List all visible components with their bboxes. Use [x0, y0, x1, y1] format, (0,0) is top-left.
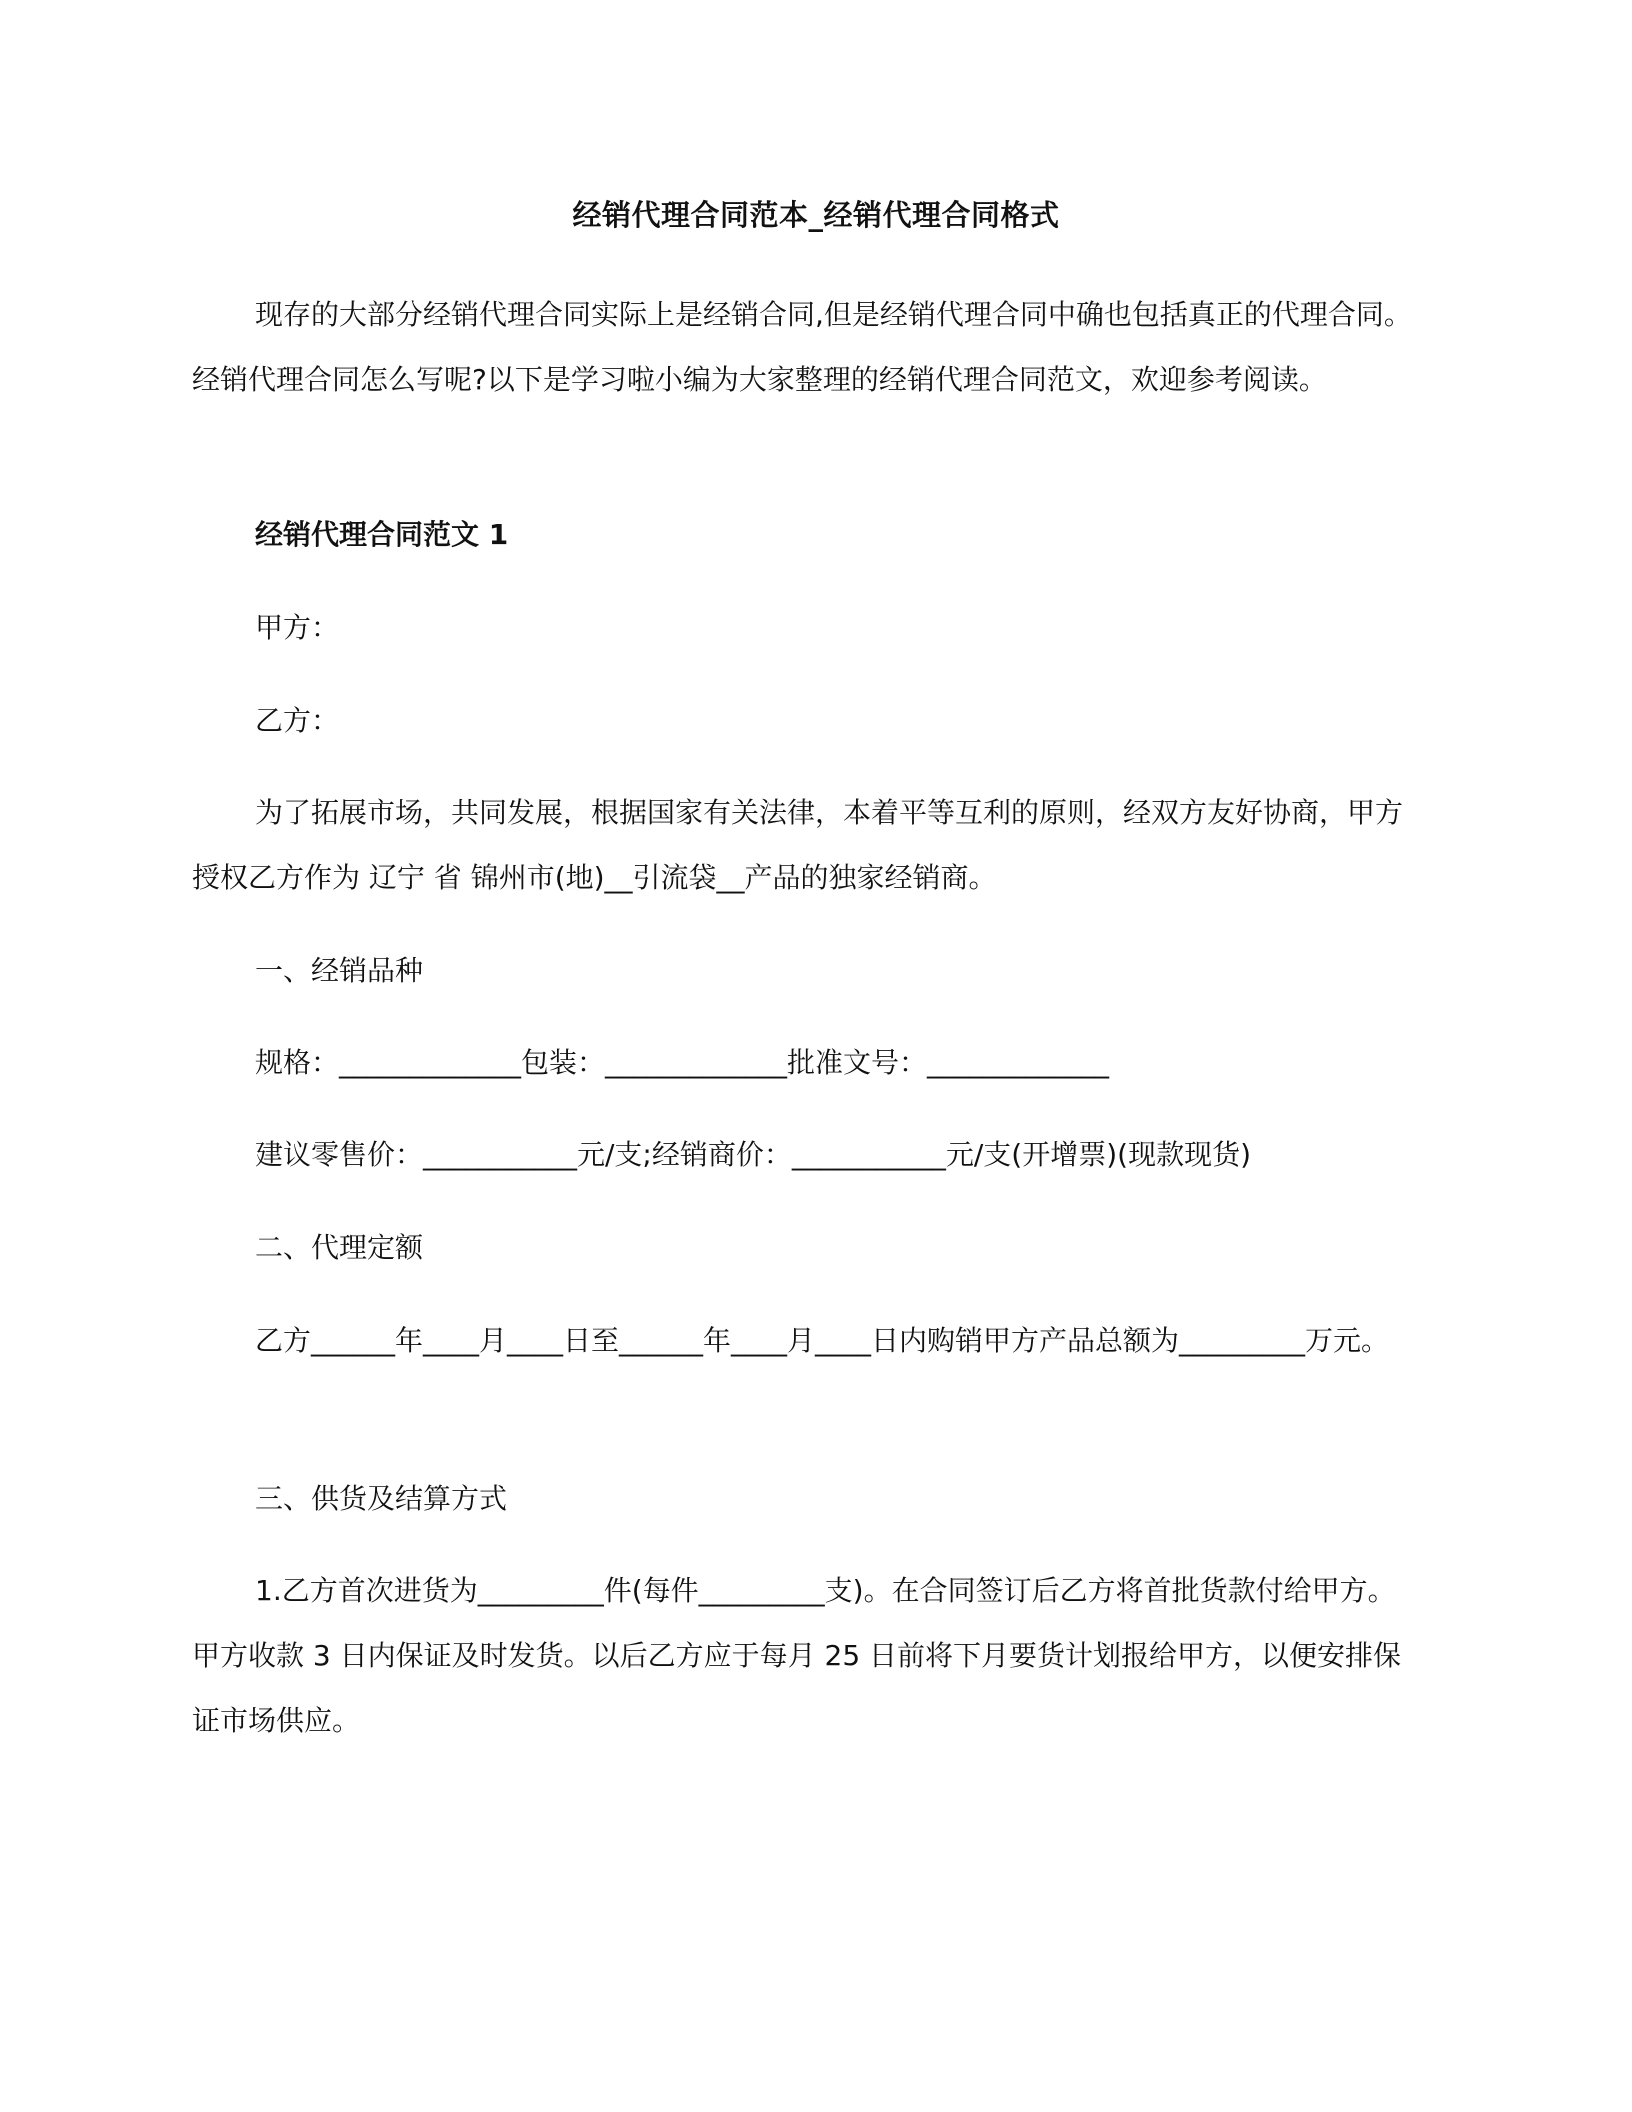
section1-spec-line: 规格：_____________包装：_____________批准文号：_____________: [255, 1046, 1110, 1079]
section3-item1: 1.乙方首次进货为_________件(每件_________支)。在合同签订后乙方将首批货款付给甲方。甲方收款 3 日内保证及时发货。以后乙方应于每月 25 日前将下月要货计划报给甲方，以便安排保证市场供应。: [192, 1574, 1402, 1737]
intro-paragraph: 现存的大部分经销代理合同实际上是经销合同,但是经销代理合同中确也包括真正的代理合同。经销代理合同怎么写呢?以下是学习啦小编为大家整理的经销代理合同范文，欢迎参考阅读。: [192, 298, 1412, 396]
section3-heading: 三、供货及结算方式: [255, 1482, 508, 1515]
preamble-paragraph: 为了拓展市场，共同发展，根据国家有关法律，本着平等互利的原则，经双方友好协商，甲方授权乙方作为 辽宁 省 锦州市(地)__引流袋__产品的独家经销商。: [192, 796, 1404, 894]
section2-heading: 二、代理定额: [255, 1231, 424, 1264]
party-b-label: 乙方：: [255, 704, 340, 737]
document-title: 经销代理合同范本_经销代理合同格式: [572, 198, 1060, 232]
sample-heading: 经销代理合同范文 1: [255, 518, 509, 551]
party-a-label: 甲方：: [255, 611, 340, 644]
section1-price-line: 建议零售价：___________元/支;经销商价：___________元/支(开增票)(现款现货): [255, 1138, 1251, 1171]
section2-body: 乙方______年____月____日至______年____月____日内购销甲方产品总额为_________万元。: [255, 1324, 1390, 1357]
section1-heading: 一、经销品种: [255, 954, 424, 987]
